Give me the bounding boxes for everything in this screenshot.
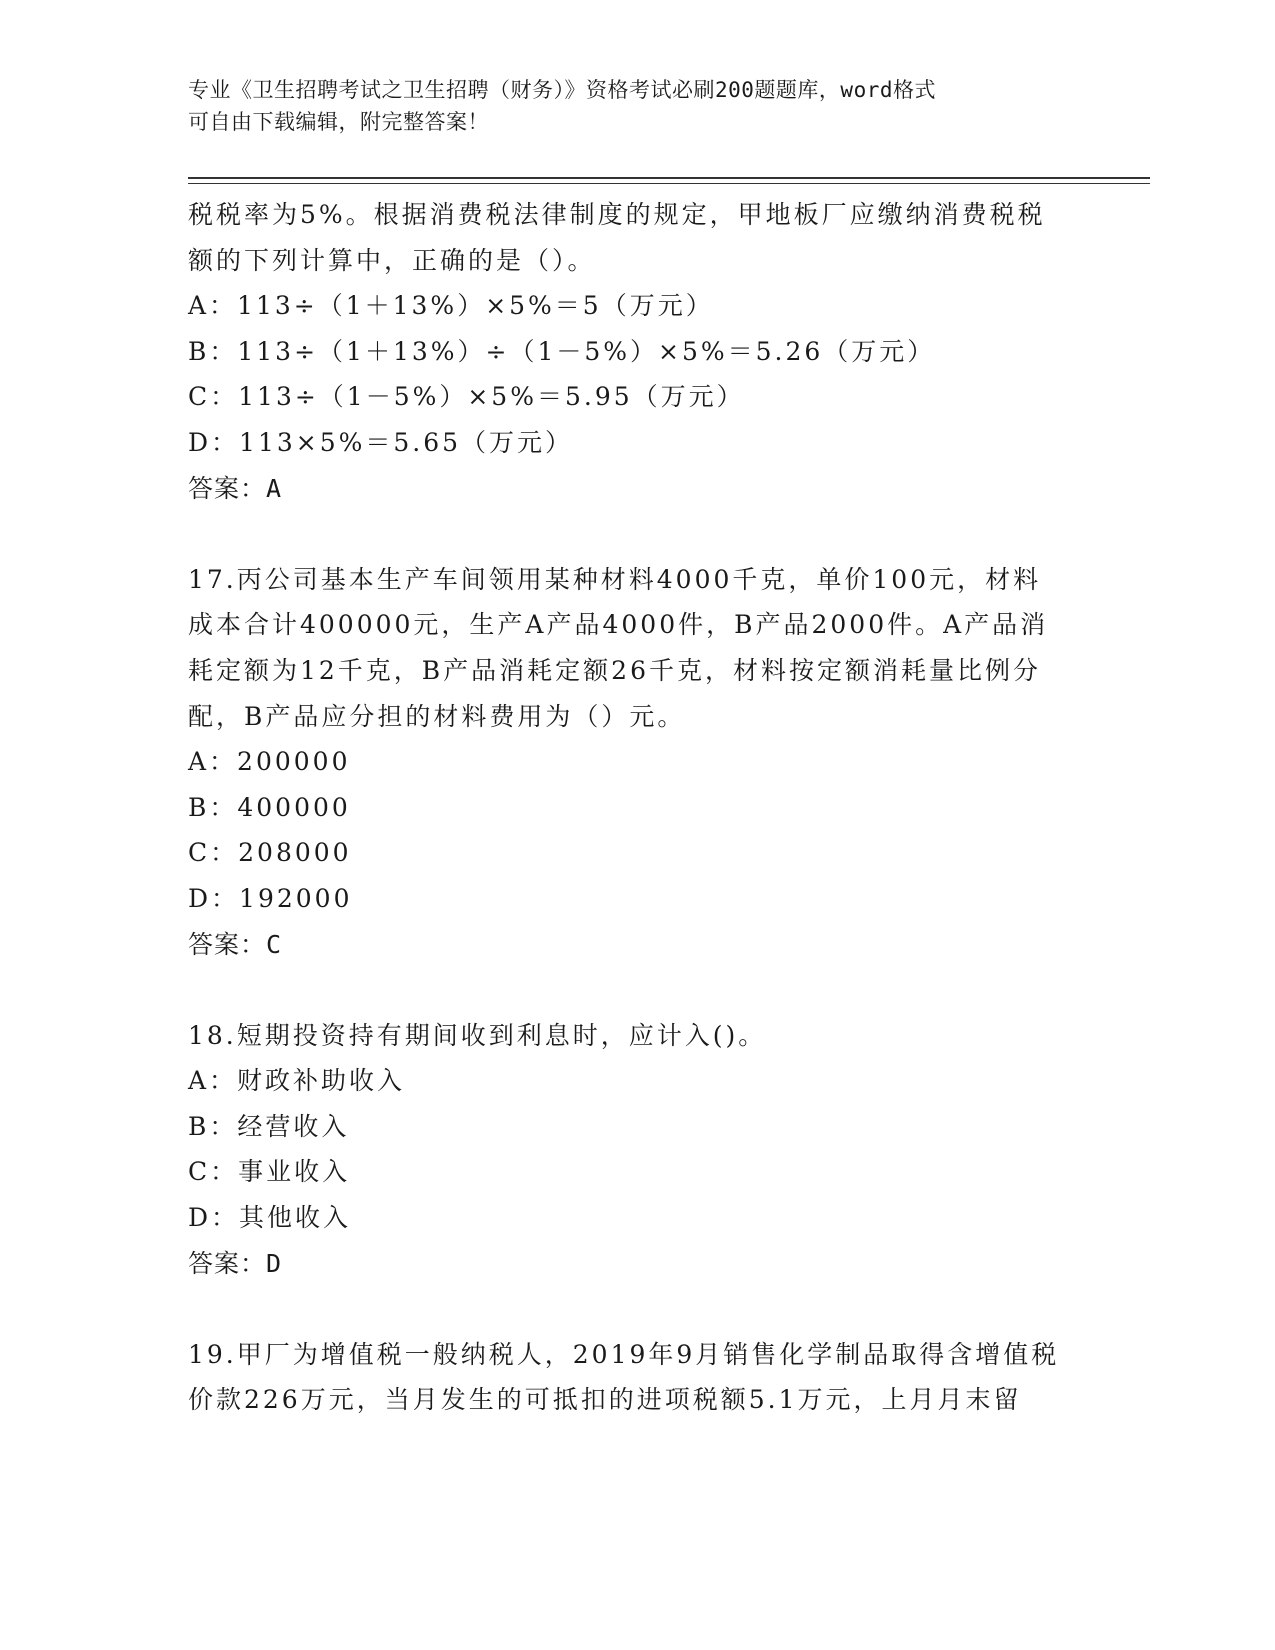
option-a: A：200000 [188, 747, 351, 777]
question-18 [188, 1013, 1088, 1287]
question-stem-line: 配，B产品应分担的材料费用为（）元。 [188, 701, 686, 731]
question-stem-line: 价款226万元，当月发生的可抵扣的进项税额5.1万元，上月月末留 [188, 1385, 1022, 1415]
question-17 [188, 557, 1088, 967]
question-16 [188, 192, 1088, 511]
header-divider-thin [188, 183, 1150, 184]
option-c: C：113÷（1－5%）×5%＝5.95（万元） [188, 382, 745, 412]
option-b: B：113÷（1＋13%）÷（1－5%）×5%＝5.26（万元） [188, 336, 936, 366]
option-c: C：事业收入 [188, 1157, 351, 1187]
answer-line: 答案：C [188, 929, 283, 959]
option-d: D：其他收入 [188, 1203, 352, 1233]
question-stem-line: 18.短期投资持有期间收到利息时，应计入()。 [188, 1020, 767, 1050]
question-19 [188, 1332, 1088, 1423]
option-a: A：113÷（1＋13%）×5%＝5（万元） [188, 291, 714, 321]
question-stem-line: 耗定额为12千克，B产品消耗定额26千克，材料按定额消耗量比例分 [188, 655, 1041, 685]
question-stem-line: 19.甲厂为增值税一般纳税人，2019年9月销售化学制品取得含增值税 [188, 1339, 1060, 1369]
option-c: C：208000 [188, 838, 352, 868]
answer-line: 答案：A [188, 473, 283, 503]
question-stem-line: 税税率为5%。根据消费税法律制度的规定，甲地板厂应缴纳消费税税 [188, 200, 1046, 229]
option-b: B：经营收入 [188, 1111, 350, 1141]
header-line-1: 专业《卫生招聘考试之卫生招聘（财务）》资格考试必刷200题题库，word格式 [188, 78, 936, 102]
question-stem-line: 额的下列计算中，正确的是（）。 [188, 245, 596, 275]
document-header [188, 74, 1068, 138]
option-b: B：400000 [188, 792, 351, 822]
question-stem-line: 成本合计400000元，生产A产品4000件，B产品2000件。A产品消 [188, 610, 1049, 640]
question-stem-line: 17.丙公司基本生产车间领用某种材料4000千克，单价100元，材料 [188, 564, 1042, 594]
option-d: D：113×5%＝5.65（万元） [188, 427, 574, 457]
header-line-2: 可自由下载编辑，附完整答案！ [188, 110, 489, 134]
header-divider-thick [188, 177, 1150, 179]
question-content [188, 192, 1088, 1423]
answer-line: 答案：D [188, 1248, 283, 1278]
option-a: A：财政补助收入 [188, 1066, 406, 1096]
option-d: D：192000 [188, 883, 353, 913]
